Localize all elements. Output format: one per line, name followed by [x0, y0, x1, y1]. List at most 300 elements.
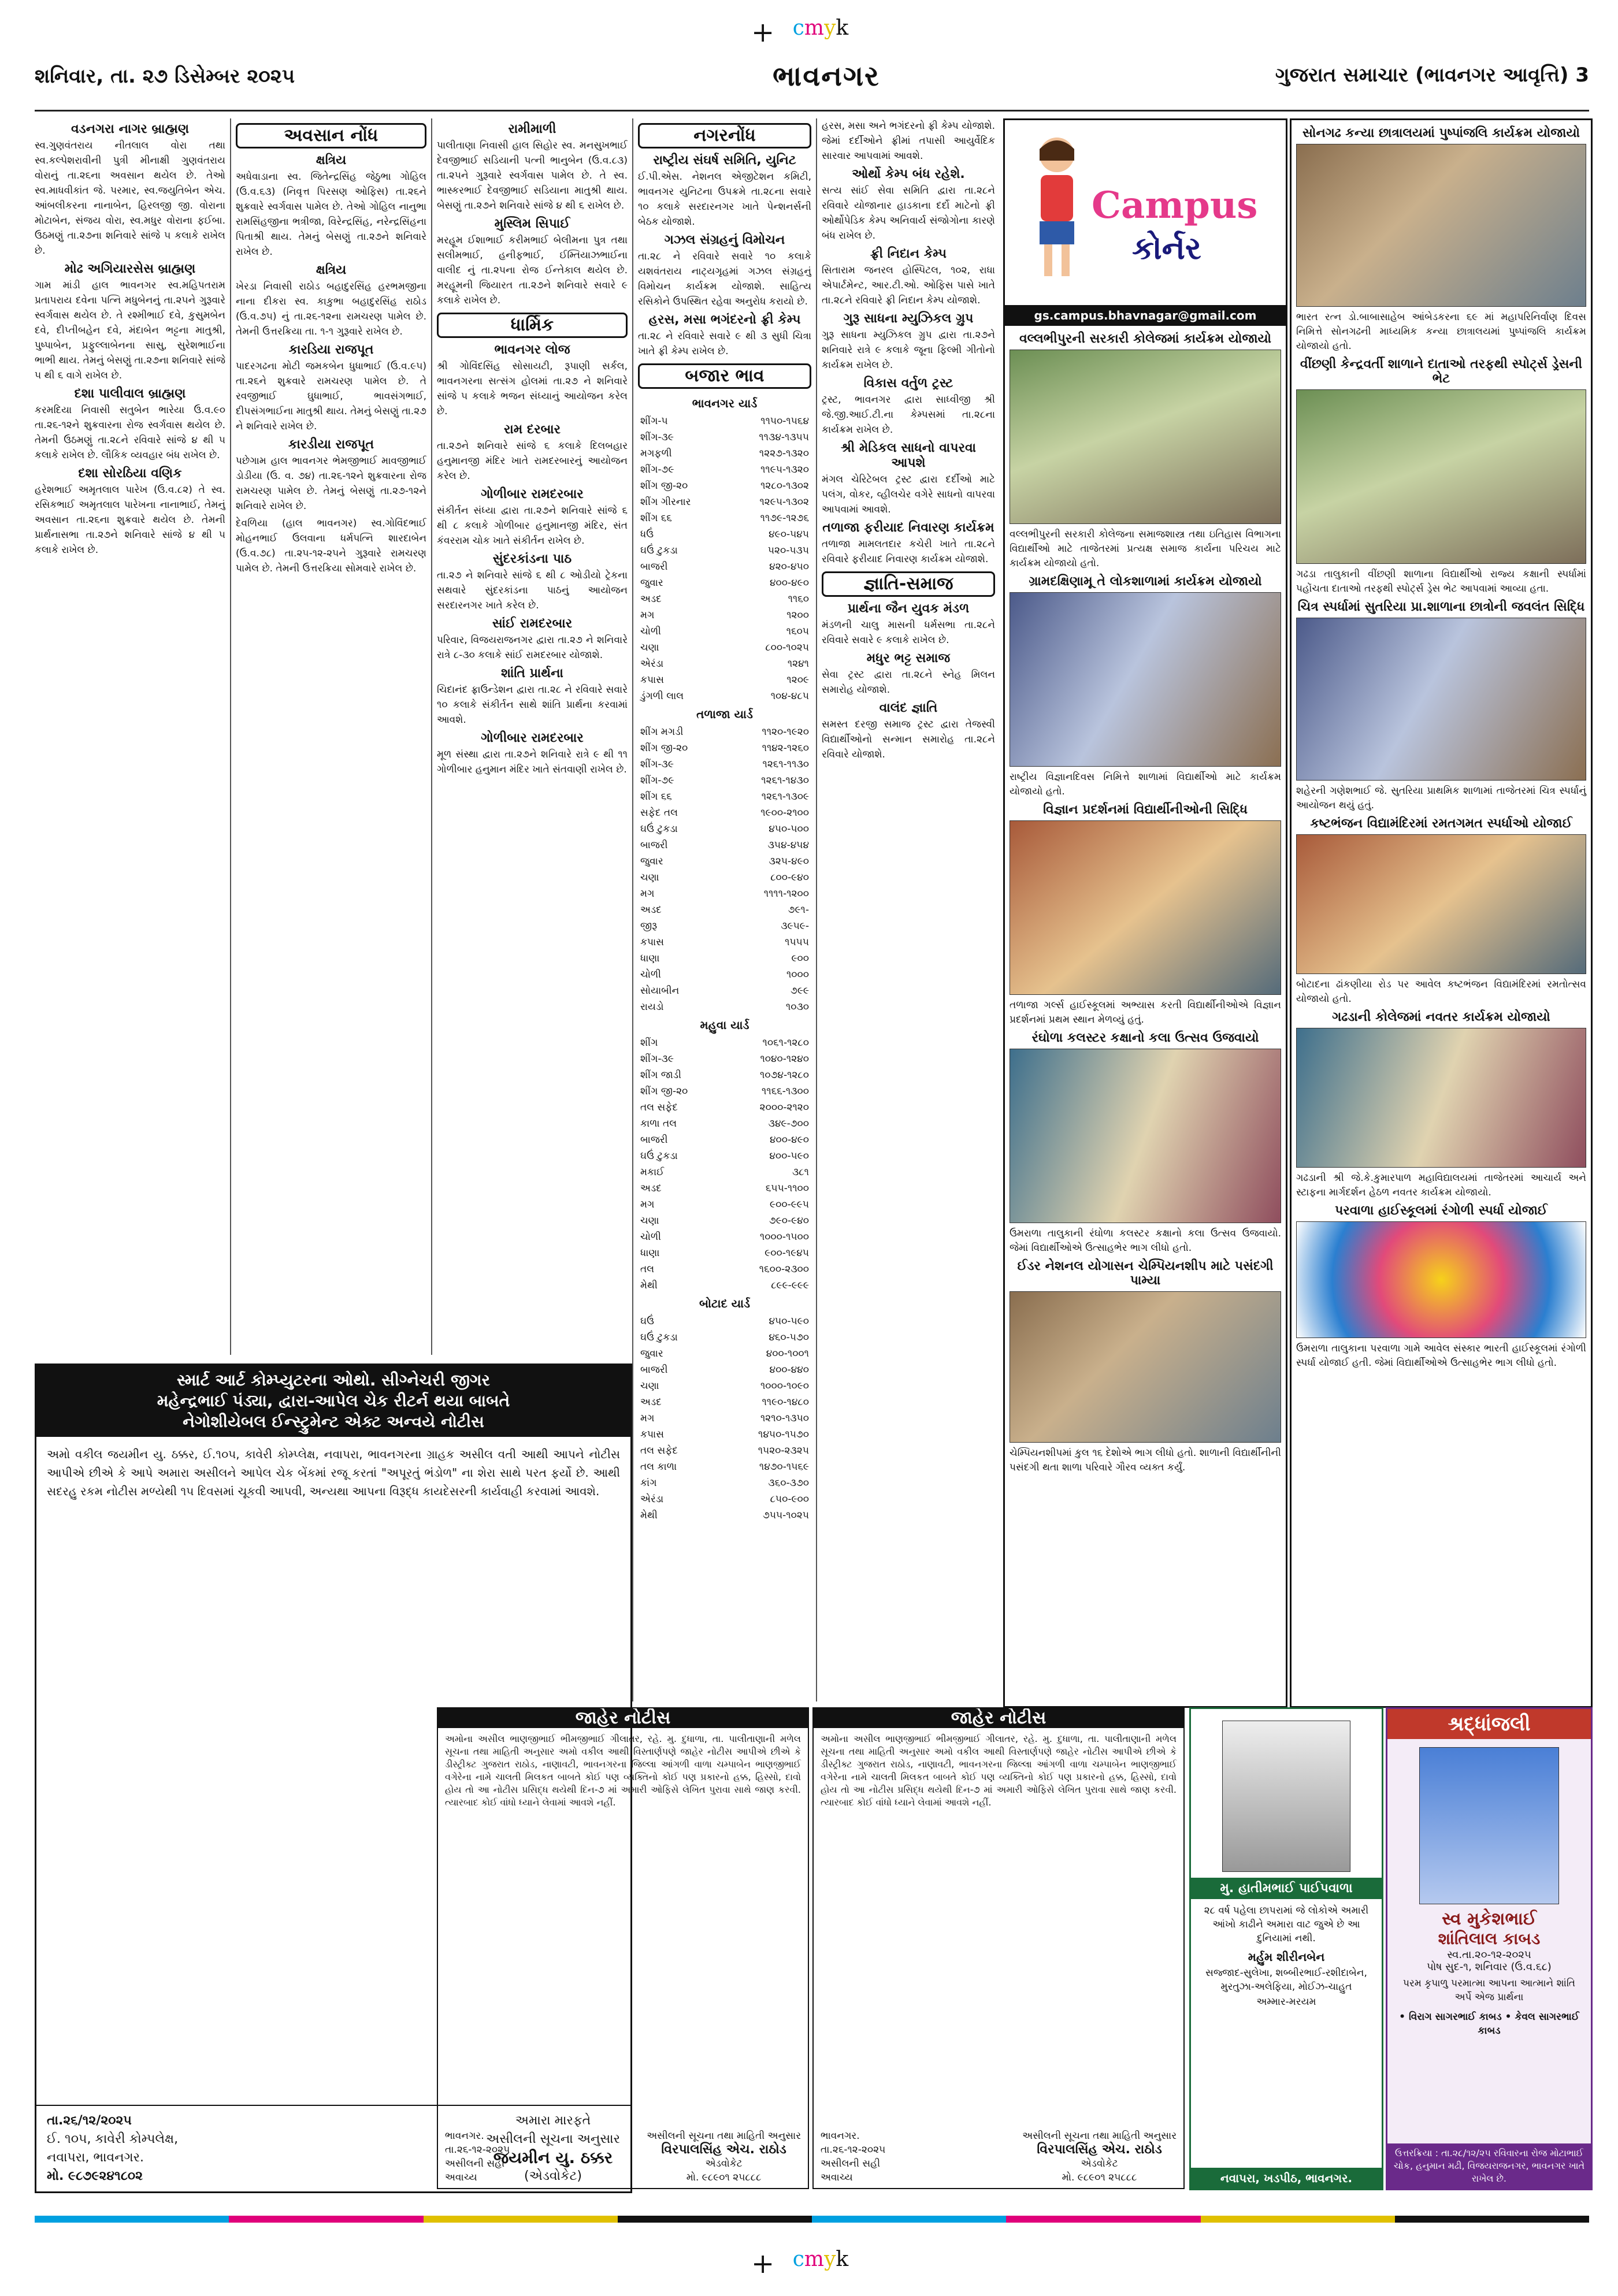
market-price: ૧૨૨૭-૧૩૨૦	[759, 448, 809, 459]
market-commodity: અડદ	[640, 1396, 662, 1408]
event-text: ટ્રસ્ટ, ભાવનગર દ્વારા સાધ્વીજી શ્રી જે.જી.આઈ.ટી.ના કેમ્પસમાં તા.૨૮ના કાર્યક્રમ રાખેલ છે.	[822, 394, 995, 436]
market-price: ૭૯૦-૯૪૦	[769, 1215, 809, 1227]
notice-label: અસીલની સૂચના તથા માહિતી અનુસાર	[1022, 2130, 1177, 2142]
news-text: ઉમરાળા તાલુકાના પરવાળા ગામે આવેલ સંસ્કાર ભારતી હાઈસ્કૂલમાં રંગોળી સ્પર્ધા યોજાઈ હતી. જેમાં વિદ્યાર્થીઓએ ઉત્સાહભેર ભાગ લીધો હતો.	[1296, 1343, 1586, 1369]
market-price: ૩૮૧	[792, 1166, 809, 1178]
legal-ad-city: નવાપરા, ભાવનગર.	[47, 2150, 144, 2165]
obituary-text: સ્વ.ગુણવંતરાય નીતલાલ વોરા તથા સ્વ.કલ્પેશરાવીની પુત્રી મીનાક્ષી ગુણવંતરાય વોરાનું તા.૨૬ના અવસાન થયેલ છે. તેઓ સ્વ.માધવીકાંત જે. પરમાર, સ્વ.જયુતિબેન એચ. આંબલીકરના નાનાબેન, હિરલજી જી. વોરાના મોટાબેન, સંજય વોરા, સ્વ.મધુર વોરાના ફઈબા. ઉઠમણું તા.૨૭ના શનિવારે સાંજે ૫ કલાકે રાખેલ છે.	[35, 140, 225, 257]
campus-email: gs.campus.bhavnagar@gmail.com	[1005, 305, 1286, 326]
market-price: ૧૪૫૦-૧૫૭૦	[758, 1429, 809, 1440]
obituary-text: દેવળિયા (હાલ ભાવનગર) સ્વ.ગોવિંદભાઈ મોહનભાઈ ઉલવાના ધર્મપત્નિ શારદાબેન (ઉ.વ.૭૮) તા.૨૫-૧૨-૨૫ને ગુરૂવારે રામચરણ પામેલ છે. તેમની ઉત્તરક્રિયા સોમવારે રાખેલ છે.	[236, 518, 426, 574]
rangoli-photo	[1296, 1221, 1586, 1338]
advocate-phone: મો. ૯૮૯૦૧ ૨૫૮૮૮	[1062, 2172, 1137, 2183]
news-headline: વિજ્ઞાન પ્રદર્શનમાં વિદ્યાર્થીનીઓની સિદ્ધિ	[1043, 803, 1248, 817]
campus-subtitle: કોર્નર	[1132, 230, 1201, 266]
family-list: સજ્જાદ-સુલેખા, શબ્બીરભાઈ-રશીદાબેન, મુરતુઝા-અલેફિયા, મોઈઝ-ચાહુત	[1205, 1967, 1367, 1993]
market-row	[638, 1378, 811, 1394]
religious-heading: ધાર્મિક	[437, 313, 628, 338]
market-price: ૧૨૦૦	[786, 610, 809, 621]
column-divider	[816, 118, 817, 1701]
school-news-box	[1290, 118, 1593, 1708]
event-heading: વાલંદ જ્ઞાતિ	[879, 701, 938, 715]
market-commodity: ધાણા	[640, 1247, 660, 1259]
market-row	[638, 772, 811, 789]
market-row	[638, 543, 811, 559]
event-heading: તળાજા ફરીયાદ નિવારણ કાર્યક્રમ	[822, 521, 994, 535]
event-text: સિતારામ જનરલ હોસ્પિટલ, ૧૦૨, રાધા એપાર્ટમેન્ટ, આર.ટી.ઓ. ઓફિસ પાસે ખાતે તા.૨૮ને રવિવારે ફ્રી નિદાન કેમ્પ યોજાશે.	[822, 265, 995, 306]
market-row	[638, 886, 811, 902]
news-headline: રંઘોળા કલસ્ટર કક્ષાનો કલા ઉત્સવ ઉજવાયો	[1031, 1031, 1259, 1045]
market-price: ૬૫૫-૧૧૦૦	[765, 1183, 809, 1194]
market-commodity: શીંગ-૩૯	[640, 432, 674, 443]
market-row	[638, 950, 811, 967]
market-price: ૧૦૭૪-૧૨૮૦	[760, 1069, 809, 1081]
market-commodity: મેથી	[640, 1280, 658, 1291]
market-table-talaja	[638, 724, 811, 1015]
market-commodity: બાજરી	[640, 1364, 668, 1376]
market-price: ૭૯૧-	[788, 904, 809, 916]
market-commodity: ઘઉં ટુકડા	[640, 1150, 678, 1162]
market-commodity: ઘઉં ટુકડા	[640, 823, 678, 835]
event-text: ઈ.પી.એસ. નેશનલ એજીટેશન કમિટી, ભાવનગર યુનિટના ઉપક્રમે તા.૨૮ના સવારે ૧૦ કલાકે સરદારનગર ખાતે પેન્શનર્સની બેઠક યોજાશે.	[638, 171, 811, 228]
market-row	[638, 1426, 811, 1443]
market-commodity: શીંગ-૫	[640, 415, 668, 427]
market-price: ૨૦૦૦-૨૧૨૦	[759, 1102, 809, 1113]
market-commodity: શીંગ ગીરનાર	[640, 496, 691, 508]
advocate-phone: મો. ૯૮૯૦૧ ૨૫૮૮૮	[686, 2172, 762, 2183]
event-heading: ભાવનગર લોજ	[494, 343, 570, 357]
market-price: ૪૫૦-૫૯૦	[769, 1316, 809, 1327]
market-commodity: મગફળી	[640, 448, 672, 459]
news-text: રાષ્ટ્રીય વિજ્ઞાનદિવસ નિમિત્તે શાળામાં વિદ્યાર્થીઓ માટે કાર્યક્રમ યોજાયો હતો.	[1010, 771, 1281, 797]
market-commodity: શીંગ ૬૬	[640, 791, 672, 803]
market-price: ૧૧૪૨-૧૨૬૦	[762, 742, 809, 754]
market-price: ૧૦૦૦-૧૫૦૦	[759, 1231, 809, 1243]
section-title: ભાવનગર	[773, 60, 880, 92]
market-commodity: જીરૂ	[640, 920, 658, 932]
market-table-botad	[638, 1313, 811, 1524]
market-row	[638, 688, 811, 704]
market-price: ૧૬૦૦-૨૩૦૦	[759, 1264, 809, 1275]
event-text: તા.૨૭ને શનિવારે સાંજે ૬ કલાકે દિલબહાર હનુમાનજી મંદિર ખાતે રામદરબારનું આયોજન કરેલ છે.	[437, 440, 628, 482]
event-text: સત્ય સાંઈ સેવા સમિતિ દ્વારા તા.૨૮ને રવિવારે યોજાનાર હાડકાના દર્દો માટેનો ફ્રી ઓર્થોપેડિક કેમ્પ અનિવાર્ય સંજોગોના કારણે બંધ રાખેલ છે.	[822, 185, 995, 242]
market-row	[638, 1346, 811, 1362]
paper-name: ગુજરાત સમાચાર	[1275, 64, 1409, 87]
market-price: ૯૦૦-૯૯૫	[770, 1199, 809, 1210]
obituary-text: પાદરગઢના મોટી જમકબેન ધુધાભાઈ (ઉ.વ.૯૫) તા.૨૬ને શુક્રવારે રામચરણ પામેલ છે. તે રવજીભાઈ ઘુધાભાઈ, ભાવસંગભાઈ, દીપસંગભાઈના માતુશ્રી થાય. તેમનું બેસણું તા.૨૭ ને શનિવારે રાખેલ છે.	[236, 361, 426, 432]
death-date: સ્વ.તા.૨૦-૧૨-૨૦૨૫	[1447, 1949, 1531, 1961]
obituary-text: કરમદિયા નિવાસી સતુબેન ભારેયા ઉ.વ.૯૦ તા.૨૬-૧૨ને શુક્રવારના રોજ સ્વર્ગવાસ થયેલ છે. તેમની ઉઠમણું તા.૨૮ને રવિવારે સાંજે ૪ થી ૫ કલાકે રાખેલ છે. લૌકિક વ્યવહાર બંધ રાખેલ છે.	[35, 404, 225, 461]
market-commodity: કપાસ	[640, 1429, 664, 1440]
edition-name: (ભાવનગર આવૃત્તિ)	[1415, 64, 1569, 87]
news-photo	[1010, 1291, 1281, 1443]
event-text: સંકીર્તન સંધ્યા દ્વારા તા.૨૭ને શનિવારે સાંજે ૬ થી ૮ કલાકે ગોળીબાર હનુમાનજી મંદિર, સંત કંવરરામ ચોક ખાતે સંકીર્તન રાખેલ છે.	[437, 505, 628, 547]
deceased-name: મુ. હાતીમભાઈ પાઈપવાળા	[1191, 1878, 1382, 1899]
cmyk-c: c	[792, 16, 804, 40]
notice-city: ભાવનગર.	[821, 2130, 860, 2142]
uttarkriya-notice: ઉત્તરક્રિયા : તા.૨૮/૧૨/૨૫ રવિવારના રોજ મોટાભાઈ ચોક, હનુમાન મઢી, વિજયરાજનગર, ભાવનગર ખાતે રાખેલ છે.	[1387, 2143, 1591, 2189]
market-commodity: તલ કાળા	[640, 1461, 677, 1473]
market-row	[638, 821, 811, 837]
caste-heading: ક્ષત્રિય	[316, 153, 347, 168]
market-row	[638, 1443, 811, 1459]
tribute-message: પરમ કૃપાળુ પરમાત્મા આપના આત્માને શાંતિ અર્પે એજ પ્રાર્થના	[1403, 1978, 1575, 2003]
paper-edition	[1275, 64, 1589, 87]
market-commodity: ચોળી	[640, 626, 661, 637]
advocate-name: વિરપાલસિંહ એચ. રાઠોડ	[661, 2142, 786, 2157]
obituary-message: ૨૮ વર્ષ પહેલા છાપરામાં જે લોકોએ અમારી આંખો કાઢીને અમારા વાટ જુએ છે આ દુનિયામાં નથી.	[1204, 1905, 1369, 1944]
event-text: તા.૨૮ ને રવિવારે સવારે ૯ થી ૩ સુધી ચિત્રા ખાતે ફ્રી કેમ્પ રાખેલ છે.	[638, 330, 811, 357]
portrait-photo	[1419, 1747, 1559, 1904]
event-heading: પ્રાર્થના જૈન યુવક મંડળ	[847, 601, 970, 616]
market-commodity: કપાસ	[640, 674, 664, 686]
news-photo	[1010, 592, 1281, 767]
market-row	[638, 445, 811, 462]
city-notes-heading: નગરનોંધ	[638, 123, 811, 148]
market-row	[638, 1035, 811, 1051]
market-commodity: અડદ	[640, 904, 662, 916]
news-photo	[1296, 834, 1586, 974]
notice-body: અમોના અસીલ ભાણજીભાઈ ભીમજીભાઈ ગીલાતર, રહે. મુ. દુધાળા, તા. પાલીતાણાની મળેલ સૂચના તથા માહિતી અનુસાર અમો વકીલ આથી વિસ્તાર્ણપણે જાહેર નોટીસ આપીએ છીએ કે ડીસ્ટ્રીક્ટ ગુજરાત રાઠોડ, નાણાવટી, ભાવનગરના જિલ્લા આંગળી વાળા ચમ્પાબેન ભાણજીભાઈ વગેરેના નામે ચાલતી મિલકત બાબતે કોઈ પણ વ્યક્તિનો કોઈ પણ પ્રકારનો હક્ક, હિસ્સો, દાવો હોય તો આ નોટીસ પ્રસિદ્ધ થયેથી દિન-૭ માં અમારી ઓફિસે લેખિત પુરાવા સાથે જાણ કરવી. ત્યારબાદ કોઈ વાંધો ધ્યાને લેવામાં આવશે નહીં.	[821, 1733, 1177, 1808]
market-row	[638, 1229, 811, 1245]
event-text: ચિદાનંદ ફ્રાઉન્ડેશન દ્વારા તા.૨૮ ને રવિવારે સવારે ૧૦ કલાકે સંકીર્તન સાથે શાંતિ પ્રાર્થના કરવામાં આવશે.	[437, 684, 628, 726]
market-commodity: ચણા	[640, 1215, 659, 1227]
caste-heading: દશા પાલીવાલ બ્રાહ્મણ	[74, 387, 186, 401]
news-text: શહેરની ગણેશભાઈ જે. સુતરિયા પ્રાથમિક શાળામાં તાજેતરમાં ચિત્ર સ્પર્ધાનું આયોજન થયું હતું.	[1296, 785, 1586, 811]
market-row	[638, 656, 811, 672]
market-commodity: ઘઉં ટુકડા	[640, 1332, 678, 1343]
family-list: • વિરાગ સાગરભાઈ કાબડ • કેવલ સાગરભાઈ કાબડ	[1399, 2011, 1579, 2037]
news-headline: ગ્રામદક્ષિણામૂ તે લોકશાળામાં કાર્યક્રમ યોજાયો	[1029, 574, 1262, 589]
notice-footer	[438, 2126, 808, 2188]
legal-ad-header	[36, 1365, 630, 1437]
market-commodity: શીંગ-૩૯	[640, 1053, 674, 1065]
event-text: સમસ્ત દરજી સમાજ ટ્રસ્ટ દ્વારા તેજસ્વી વિદ્યાર્થીઓનો સન્માન સમારોહ તા.૨૮ને રવિવારે યોજાશે.	[822, 719, 995, 760]
market-row	[638, 934, 811, 950]
caste-heading: વડનગરા નાગર બ્રાહ્મણ	[70, 122, 190, 136]
cmyk-m: m	[804, 16, 825, 40]
event-text: મંડળની ચાલુ માસની ધર્મસભા તા.૨૮ને રવિવારે સવારે ૯ કલાકે રાખેલ છે.	[822, 619, 995, 646]
market-price: ૧૫૨૦-૨૩૨૫	[758, 1445, 809, 1457]
market-commodity: ચોળી	[640, 1231, 661, 1243]
market-commodity: બાજરી	[640, 839, 668, 851]
market-commodity: શીંગ-૩૯	[640, 759, 674, 770]
market-price: ૧૧૯૫-૧૩૨૦	[760, 464, 809, 475]
market-row	[638, 1132, 811, 1148]
city-news-column	[638, 118, 811, 1701]
community-column	[822, 118, 995, 1701]
market-row	[638, 413, 811, 429]
market-row	[638, 789, 811, 805]
market-commodity: ઘઉં ટુકડા	[640, 545, 678, 556]
market-commodity: સોયાબીન	[640, 985, 680, 997]
market-price: ૧૨૬૧-૧૪૩૦	[761, 775, 809, 786]
market-row	[638, 672, 811, 688]
notice-body: અમોના અસીલ ભાણજીભાઈ ભીમજીભાઈ ગીલાતર, રહે. મુ. દુધાળા, તા. પાલીતાણાની મળેલ સૂચના તથા માહિતી અનુસાર અમો વકીલ આથી વિસ્તાર્ણપણે જાહેર નોટીસ આપીએ છીએ કે ડીસ્ટ્રીક્ટ ગુજરાત રાઠોડ, નાણાવટી, ભાવનગરના જિલ્લા આંગળી વાળા ચમ્પાબેન ભાણજીભાઈ વગેરેના નામે ચાલતી મિલકત બાબતે કોઈ પણ વ્યક્તિનો કોઈ પણ પ્રકારનો હક્ક, હિસ્સો, દાવો હોય તો આ નોટીસ પ્રસિદ્ધ થયેથી દિન-૭ માં અમારી ઓફિસે લેખિત પુરાવા સાથે જાણ કરવી. ત્યારબાદ કોઈ વાંધો ધ્યાને લેવામાં આવશે નહીં.	[445, 1733, 801, 1808]
market-row	[638, 967, 811, 983]
market-row	[638, 918, 811, 934]
death-notices-heading: અવસાન નોંધ	[236, 123, 426, 148]
market-row	[638, 478, 811, 494]
market-price: ૪૯૦-૫૪૫	[769, 529, 809, 540]
market-table-mahuva	[638, 1035, 811, 1294]
market-row	[638, 870, 811, 886]
market-row	[638, 1099, 811, 1116]
notice-date: તા.૨૬-૧૨-૨૦૨૫	[445, 2144, 510, 2156]
market-commodity: મકાઈ	[640, 1166, 665, 1178]
market-rates-heading: બજાર ભાવ	[638, 363, 811, 389]
public-notice-2	[812, 1707, 1185, 2189]
community-heading: જ્ઞાતિ-સમાજ	[822, 571, 995, 597]
news-headline: ચિત્ર સ્પર્ધામાં સુતરિયા પ્રા.શાળાના છાત્રોની જવલંત સિદ્ધિ	[1297, 600, 1585, 614]
market-commodity: એરંડા	[640, 658, 664, 670]
market-row	[638, 999, 811, 1015]
news-headline: કષ્ટભંજન વિદ્યામંદિરમાં રમતગમત સ્પર્ધાઓ યોજાઈ	[1310, 816, 1572, 831]
market-commodity: ચોળી	[640, 969, 661, 980]
yard-heading: બોટાદ યાર્ડ	[699, 1296, 750, 1310]
market-row	[638, 1329, 811, 1346]
news-text: ભારત રત્ન ડો.બાબાસાહેબ આંબેડકરના ૬૯ માં મહાપરિનિર્વાણ દિવસ નિમિત્તે સોનગઢની માધ્યમિક કન્યા છાત્રાલયમાં પુષ્પાંજલિ કાર્યક્રમ યોજાયો હતો.	[1296, 311, 1586, 352]
news-text: ઉમરાળા તાલુકાની રંઘોળા કલસ્ટર કક્ષાનો કલા ઉત્સવ ઉજવાયો. જેમાં વિદ્યાર્થીઓએ ઉત્સાહભેર ભાગ લીધો હતો.	[1010, 1228, 1281, 1254]
portrait-photo	[1222, 1721, 1350, 1872]
market-commodity: સફેદ તલ	[640, 807, 678, 819]
event-heading: ફ્રી નિદાન કેમ્પ	[870, 247, 947, 261]
market-commodity: કાળા તલ	[640, 1118, 677, 1130]
news-photo	[1010, 1049, 1281, 1223]
obituary-text: મરહૂમ ઈશાભાઈ કરીમભાઈ બેલીમના પુત્ર તથા સલીમભાઈ, હનીફભાઈ, ઈમ્તિયાઝભાઈના વાલીદ નું તા.૨૫ના રોજ ઈન્તેકાલ થયેલ છે. મરહૂમની જિયારત તા.૨૭ને શનિવારે સવારે ૯ કલાકે રાખેલ છે.	[437, 235, 628, 306]
market-price: ૯૦૦	[791, 953, 809, 964]
market-commodity: અડદ	[640, 1183, 662, 1194]
market-commodity: ચણા	[640, 642, 659, 653]
news-headline: ગઢડાની કોલેજમાં નવતર કાર્યક્રમ યોજાયો	[1332, 1010, 1550, 1024]
news-text: તળાજા ગર્લ્સ હાઈસ્કૂલમાં અભ્યાસ કરતી વિદ્યાર્થીનીઓએ વિજ્ઞાન પ્રદર્શનમાં પ્રથમ સ્થાન મેળવ્યું હતું.	[1010, 1000, 1281, 1026]
news-text: બોટાદના ઢાંકણીયા રોડ પર આવેલ કષ્ટભંજન વિદ્યામંદિરમાં રમતોત્સવ યોજાયો હતો.	[1296, 979, 1586, 1005]
market-price: ૧૦૪-૪૮૫	[770, 690, 809, 702]
market-price: ૧૧૯૦-૧૪૮૦	[762, 1396, 809, 1408]
market-row	[638, 902, 811, 918]
market-price: ૧૦૩૦	[785, 1001, 809, 1013]
event-heading: મધુર ભટ્ટ સમાજ	[866, 651, 951, 666]
market-row	[638, 1197, 811, 1213]
market-price: ૧૧૧૧-૧૨૦૦	[763, 888, 809, 900]
legal-ad-head2: મહેન્દ્રભાઈ પંડ્યા, દ્વારા-આપેલ ચેક રીટર્ન થયા બાબતે	[157, 1391, 510, 1410]
market-row	[638, 1362, 811, 1378]
market-price: ૭૯૯	[791, 985, 809, 997]
obituary-ad-2	[1386, 1707, 1593, 2190]
market-commodity: તલ સફેદ	[640, 1445, 678, 1457]
cmyk-c: c	[792, 2247, 804, 2271]
market-price: ૧૨૬૧-૧૧૩૦	[762, 759, 809, 770]
market-price: ૩૨૫-૪૯૦	[769, 856, 809, 867]
news-text: ગઢડાની શ્રી જે.કે.કુમારપાળ મહાવિદ્યાલયમાં તાજેતરમાં આચાર્ય અને સ્ટાફના માર્ગદર્શન હેઠળ નવતર કાર્યક્રમ યોજાયો.	[1296, 1172, 1586, 1198]
market-price: ૭૫૫-૧૦૨૫	[763, 1510, 809, 1521]
market-commodity: મગ	[640, 1199, 655, 1210]
yard-heading: મહુવા યાર્ડ	[700, 1018, 749, 1032]
school-news	[1292, 120, 1591, 1374]
obituary-text: ખેરડા નિવાસી રાઠોડ બહાદુરસિંહ હરભમજીના નાના દીકરા સ્વ. કાકુભા બહાદુરસિંહ રાઠોડ (ઉ.વ.૭૫) નું તા.૨૬-૧૨ના રામચરણ પામેલ છે. તેમની ઉત્તરક્રિયા તા. ૧-૧ ગુરૂવારે રાખેલ છે.	[236, 281, 426, 337]
market-row	[638, 1410, 811, 1426]
obituary-text: હરેશભાઈ અમૃતલાલ પારેખ (ઉ.વ.૮૨) તે સ્વ. રસિકભાઈ અમૃતલાલ પારેખના નાનાભાઈ, તેમનું અવસાન તા.૨૬ના શુક્રવારે થયેલ છે. તેમની પ્રાર્થનાસભા તા.૨૭ને શનિવારે સાંજે ૪ થી ૫ કલાકે રાખેલ છે.	[35, 484, 225, 556]
event-text: સેવા ટ્રસ્ટ દ્વારા તા.૨૮ને સ્નેહ મિલન સમારોહ યોજાશે.	[822, 669, 995, 696]
market-row	[638, 462, 811, 478]
event-heading: ગઝલ સંગ્રહનું વિમોચન	[664, 233, 785, 247]
event-heading: ગોળીબાર રામદરબાર	[481, 731, 584, 745]
market-price: ૧૧૬૬-૧૩૦૦	[762, 1086, 809, 1097]
market-price: ૪૬૦-૫૭૦	[769, 1332, 809, 1343]
market-row	[638, 494, 811, 510]
market-price: ૩૪૯-૭૦૦	[768, 1118, 809, 1130]
crop-mark-icon: +	[751, 2247, 775, 2280]
issue-date: શનિવાર, તા. ૨૭ ડિસેમ્બર ૨૦૨૫	[35, 65, 295, 88]
event-text: મૂળ સંસ્થા દ્વારા તા.૨૭ને શનિવારે રાત્રે ૯ થી ૧૧ ગોળીબાર હનુમાન મંદિર ખાતે સંતવાણી રાખેલ છે.	[437, 749, 628, 775]
market-commodity: શીંગ-૭૯	[640, 464, 674, 475]
advocate-role: એડવોકેટ	[1081, 2158, 1118, 2169]
crop-mark-icon: +	[751, 16, 775, 49]
market-price: ૧૨૯૫-૧૩૦૨	[759, 496, 809, 508]
event-text: તળાજા મામલતદાર કચેરી ખાતે તા.૨૮ને રવિવારે ફરીયાદ નિવારણ કાર્યક્રમ યોજાશે.	[822, 538, 995, 565]
legal-ad-instruction: અસીલની સૂચના અનુસાર	[485, 2132, 620, 2146]
market-row	[638, 1051, 811, 1067]
student-illustration-icon	[1022, 132, 1092, 282]
market-price: ૧૦૬૧-૧૨૮૦	[762, 1037, 809, 1049]
market-price: ૪૨૦-૪૫૦	[769, 561, 809, 573]
notice-date: તા.૨૬-૧૨-૨૦૨૫	[821, 2144, 886, 2156]
market-row	[638, 559, 811, 575]
market-price: ૪૦૦-૧૦૦૧	[766, 1348, 809, 1359]
news-text: ગઢડા તાલુકાની વીંછણી શાળાના વિદ્યાર્થીઓ રાજ્ય કક્ષાની સ્પર્ધામાં પહોંચતા દાતાઓ તરફથી સ્પોર્ટ્સ ડ્રેસ ભેટ આપવામાં આવ્યા હતા.	[1296, 569, 1586, 595]
event-heading: રાષ્ટ્રીય સંઘર્ષ સમિતિ, યુનિટ	[653, 153, 796, 168]
news-photo	[1296, 144, 1586, 307]
event-heading: સાંઈ રામદરબાર	[492, 616, 573, 631]
market-price: ૧૯૦૦-૨૧૦૦	[760, 807, 809, 819]
market-row	[638, 510, 811, 526]
market-price: ૪૦૦-૪૪૦	[769, 1364, 809, 1376]
news-photo	[1010, 820, 1281, 995]
legal-ad-date: તા.૨૬/૧૨/૨૦૨૫	[47, 2113, 132, 2128]
market-row	[638, 853, 811, 870]
color-strip	[35, 2216, 1589, 2223]
cmyk-y: y	[824, 16, 836, 40]
market-commodity: મગ	[640, 888, 655, 900]
yard-heading: તળાજા યાર્ડ	[696, 707, 753, 721]
obituary-text: ગામ માંડી હાલ ભાવનગર સ્વ.મહિપતરામ પ્રતાપરાય દવેના પત્નિ મધુબેનનું તા.૨૫ને ગુરૂવારે સ્વર્ગવાસ થયેલ છે. તે રશ્મીભાઈ દવે, કુસુમબેન દવે, દીપ્તીબહેન દવે, મંદાબેન ભટ્ટના માતુશ્રી, પુષ્પાબેન, પ્રફુલ્લાબેનના સાસુ, સુરેશભાઈના ભાભી થાય. તેમનું બેસણું તા.૨૭ના શનિવારે સાંજે ૫ થી ૬ વાગે રાખેલ છે.	[35, 280, 225, 381]
cmyk-k: k	[836, 16, 849, 40]
market-commodity: શીંગ-૭૯	[640, 775, 674, 786]
market-price: ૧૨૧૦-૧૩૫૦	[760, 1413, 809, 1424]
news-headline: પરવાળા હાઈસ્કૂલમાં રંગોળી સ્પર્ધા યોજાઈ	[1335, 1203, 1548, 1218]
news-text: વલ્લભીપુરની સરકારી કોલેજના સમાજશાસ્ત્ર તથા ઇતિહાસ વિભાગના વિદ્યાર્થીઓ માટે તાજેતરમાં પ્રત્યક્ષ સમાજ કાર્યના પરિચય માટે કાર્યક્રમ યોજાયો હતો.	[1010, 529, 1281, 569]
event-heading: ગુરૂ સાધના મ્યુઝિકલ ગ્રુપ	[843, 311, 974, 326]
market-table-bhavnagar	[638, 413, 811, 704]
advocate-name: વિરપાલસિંહ એચ. રાઠોડ	[1037, 2142, 1162, 2157]
market-commodity: શીંગ જી-૨૦	[640, 480, 688, 492]
legal-ad-head3: નેગોશીયેબલ ઈન્સ્ટ્રુમેન્ટ એક્ટ અન્વયે નોટીસ	[183, 1412, 484, 1431]
market-commodity: તલ	[640, 1264, 655, 1275]
market-price: ૩૫૪-૪૫૪	[767, 839, 809, 851]
caste-heading: ક્ષત્રિય	[316, 263, 347, 277]
market-row	[638, 1313, 811, 1329]
market-price: ૪૦૦-૪૯૦	[770, 1134, 809, 1146]
obituary-column-1	[35, 118, 225, 1358]
event-heading: રામ દરબાર	[503, 422, 561, 437]
cmyk-y: y	[824, 2247, 836, 2271]
cmyk-mark-bottom	[751, 2247, 878, 2282]
market-price: ૧૦૦૦	[786, 969, 809, 980]
event-heading: ઓર્થો કેમ્પ બંધ રહેશે.	[852, 167, 965, 181]
market-commodity: બાજરી	[640, 561, 668, 573]
market-price: ૪૫૦-૫૦૦	[769, 823, 809, 835]
event-text: શ્રી ગોવિંદસિંહ સોસાયટી, રૂપાણી સર્કલ, ભાવનગરના સત્સંગ હોલમાં તા.૨૭ ને શનિવારે સાંજે ૫ કલાકે ભજન સંધ્યાનું આયોજન કરેલ છે.	[437, 361, 628, 417]
market-commodity: ચણા	[640, 1380, 659, 1392]
market-commodity: ચણા	[640, 872, 659, 883]
market-price: ૧૧૬૦	[788, 593, 809, 605]
market-row	[638, 740, 811, 756]
advocate-role: એડવોકેટ	[705, 2158, 743, 2169]
market-row	[638, 756, 811, 772]
market-row	[638, 983, 811, 999]
market-row	[638, 1245, 811, 1261]
market-commodity: કપાસ	[640, 937, 664, 948]
legal-ad-through: અમારા મારફતે	[515, 2113, 591, 2128]
market-row	[638, 1507, 811, 1524]
market-row	[638, 1394, 811, 1410]
news-headline: સોનગઢ કન્યા છાત્રાલયમાં પુષ્પાંજલિ કાર્યક્રમ યોજાયો	[1302, 126, 1580, 140]
event-heading: સુંદરકાંડના પાઠ	[492, 552, 572, 566]
market-price: ૪૦૦-૪૯૦	[770, 577, 809, 589]
event-text: હરસ, મસા અને ભગંદરનો ફ્રી કેમ્પ યોજાશે. જેમાં દર્દીઓને ફ્રીમાં તપાસી આયુર્વેદિક સારવાર આપવામાં આવશે.	[822, 120, 995, 162]
notice-signature-label: અસીલની સહી	[445, 2158, 505, 2169]
market-commodity: શીંગ મગડી	[640, 726, 684, 738]
market-price: ૧૨૬૧-૧૩૦૯	[761, 791, 809, 803]
market-commodity: તલ સફેદ	[640, 1102, 678, 1113]
market-row	[638, 1261, 811, 1277]
family-address: નવાપરા, ખડપીઠ, ભાવનગર.	[1191, 2168, 1382, 2189]
notice-city: ભાવનગર.	[445, 2130, 484, 2142]
news-headline: વીંછણી કેન્દ્રવર્તી શાળાને દાતાઓ તરફથી સ્પોર્ટ્સ ડ્રેસની ભેટ	[1300, 357, 1583, 386]
news-photo	[1296, 1028, 1586, 1168]
market-price: ૩૬૦-૩૭૦	[768, 1477, 809, 1489]
market-row	[638, 1213, 811, 1229]
caste-heading: કારડીયા રાજપૂત	[288, 437, 374, 452]
caste-heading: કારડિયા રાજપૂત	[288, 343, 374, 357]
market-price: ૪૦૦-૫૯૦	[769, 1150, 809, 1162]
market-row	[638, 1277, 811, 1294]
caste-heading: દશા સોરઠિયા વણિક	[78, 466, 182, 481]
event-heading: હરસ, મસા ભગંદરનો ફ્રી કેમ્પ	[648, 313, 801, 327]
market-commodity: જુવાર	[640, 577, 663, 589]
notice-signature: અવાચ્ય	[445, 2172, 477, 2183]
market-row	[638, 1164, 811, 1180]
news-photo	[1010, 350, 1281, 524]
family-house: અમ્માર-મરયમ	[1256, 1996, 1316, 2008]
news-photo	[1296, 389, 1586, 564]
deceased-name: સ્વ મુકેશભાઈ	[1442, 1909, 1537, 1929]
market-row	[638, 1067, 811, 1083]
market-price: ૧૦૪૦-૧૨૪૦	[760, 1053, 809, 1065]
market-commodity: મગ	[640, 1413, 655, 1424]
news-text: ચેમ્પિયનશીપમાં કુલ ૧૬ દેશોએ ભાગ લીધો હતો. શાળાની વિદ્યાર્થીનીની પસંદગી થતા શાળા પરિવારે ગૌરવ વ્યક્ત કર્યું.	[1010, 1447, 1281, 1473]
notice-footer	[814, 2126, 1183, 2188]
caste-heading: રામીમાળી	[508, 122, 556, 136]
market-commodity: અડદ	[640, 593, 662, 605]
market-commodity: શીંગ ૬૬	[640, 512, 672, 524]
public-notice-1	[437, 1707, 809, 2189]
obituary-text: પાલીતાણા નિવાસી હાલ સિહોર સ્વ. મનસુખભાઈ દેવજીભાઈ સડિયાની પત્ની ભાનુબેન (ઉ.વ.૮૩) તા.૨૫ને ગુરૂવારે સ્વર્ગવાસ પામેલ છે. તે સ્વ. ભાસ્કરભાઈ દેવજીભાઈ સડિયાના માતુશ્રી થાય. બેસણું તા.૨૭ને શનિવારે સાંજે ૪ થી ૬ રાખેલ છે.	[437, 140, 628, 211]
campus-news	[1005, 326, 1286, 1478]
column-divider	[230, 118, 231, 1355]
market-price: ૯૦૦-૧૯૪૫	[765, 1247, 809, 1259]
market-commodity: ઘઉં	[640, 1316, 654, 1327]
